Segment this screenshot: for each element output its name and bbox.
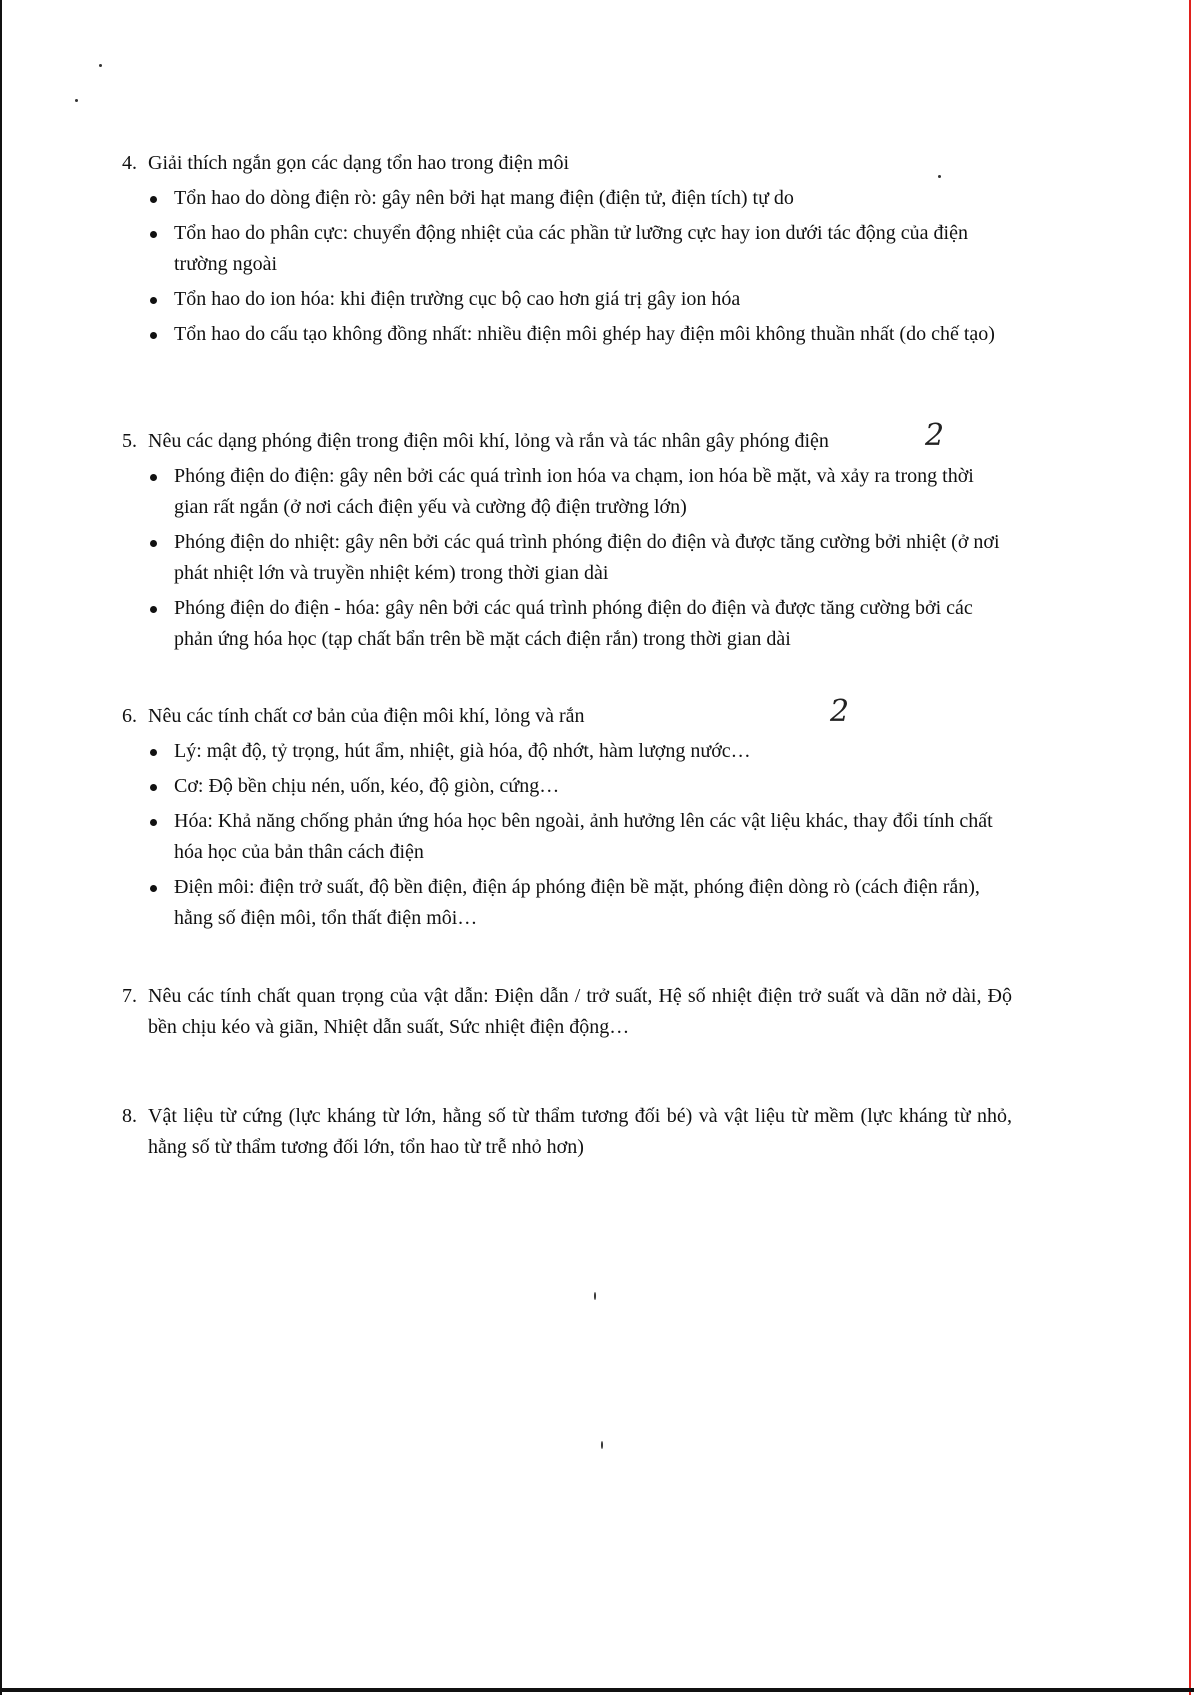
scan-speck <box>601 1441 603 1449</box>
answer-bullet: Tổn hao do cấu tạo không đồng nhất: nhiều điện môi ghép hay điện môi không thuần nhất (do chế tạo) <box>150 319 1012 350</box>
answer-bullet: Hóa: Khả năng chống phản ứng hóa học bên ngoài, ảnh hưởng lên các vật liệu khác, thay đổi tính chất hóa học của bản thân cách điện <box>150 806 1012 868</box>
handwritten-score-mark: 2 <box>925 418 945 453</box>
answer-list <box>122 736 1012 934</box>
question-text: Nêu các dạng phóng điện trong điện môi khí, lỏng và rắn và tác nhân gây phóng điện <box>148 430 829 452</box>
question-text: Giải thích ngắn gọn các dạng tổn hao trong điện môi <box>148 152 570 174</box>
question-number: 4. <box>122 152 137 174</box>
margin-line-right <box>1189 0 1191 1695</box>
question-4 <box>122 148 1012 354</box>
answer-bullet: Phóng điện do nhiệt: gây nên bởi các quá trình phóng điện do điện và được tăng cường bởi nhiệt (ở nơi phát nhiệt lớn và truyền nhiệt kém) trong thời gian dài <box>150 527 1012 589</box>
question-text: Vật liệu từ cứng (lực kháng từ lớn, hằng số từ thẩm tương đối bé) và vật liệu từ mềm (lực kháng từ nhỏ, hằng số từ thẩm tương đối lớn, tổn hao từ trễ nhỏ hơn) <box>148 1105 1012 1158</box>
answer-bullet: Tổn hao do phân cực: chuyển động nhiệt của các phần tử lưỡng cực hay ion dưới tác động của điện trường ngoài <box>150 218 1012 280</box>
answer-bullet: Cơ: Độ bền chịu nén, uốn, kéo, độ giòn, cứng… <box>150 771 1012 802</box>
scan-edge-left <box>0 0 2 1695</box>
question-number: 5. <box>122 430 137 452</box>
question-number: 7. <box>122 985 137 1007</box>
answer-list <box>122 183 1012 350</box>
answer-bullet: Tổn hao do dòng điện rò: gây nên bởi hạt mang điện (điện tử, điện tích) tự do <box>150 183 1012 214</box>
scan-speck <box>594 1292 596 1300</box>
question-text: Nêu các tính chất cơ bản của điện môi khí, lỏng và rắn <box>148 705 585 727</box>
question-5 <box>122 426 1012 659</box>
question-number: 6. <box>122 705 137 727</box>
scan-edge-bottom <box>0 1688 1194 1692</box>
question-7 <box>122 981 1012 1043</box>
question-number: 8. <box>122 1105 137 1127</box>
question-6 <box>122 701 1012 938</box>
scan-speck <box>99 64 102 67</box>
answer-bullet: Lý: mật độ, tỷ trọng, hút ẩm, nhiệt, già hóa, độ nhớt, hàm lượng nước… <box>150 736 1012 767</box>
answer-list <box>122 461 1012 655</box>
question-text: Nêu các tính chất quan trọng của vật dẫn: Điện dẫn / trở suất, Hệ số nhiệt điện trở suất và dãn nở dài, Độ bền chịu kéo và giãn, Nhiệt dẫn suất, Sức nhiệt điện động… <box>148 985 1012 1038</box>
handwritten-score-mark: 2 <box>830 694 850 729</box>
answer-bullet: Điện môi: điện trở suất, độ bền điện, điện áp phóng điện bề mặt, phóng điện dòng rò (cách điện rắn), hằng số điện môi, tổn thất điện môi… <box>150 872 1012 934</box>
answer-bullet: Phóng điện do điện: gây nên bởi các quá trình ion hóa va chạm, ion hóa bề mặt, và xảy ra trong thời gian rất ngắn (ở nơi cách điện yếu và cường độ điện trường lớn) <box>150 461 1012 523</box>
answer-bullet: Tổn hao do ion hóa: khi điện trường cục bộ cao hơn giá trị gây ion hóa <box>150 284 1012 315</box>
scan-speck <box>75 99 78 102</box>
answer-bullet: Phóng điện do điện - hóa: gây nên bởi các quá trình phóng điện do điện và được tăng cường bởi các phản ứng hóa học (tạp chất bẩn trên bề mặt cách điện rắn) trong thời gian dài <box>150 593 1012 655</box>
question-8 <box>122 1101 1012 1163</box>
